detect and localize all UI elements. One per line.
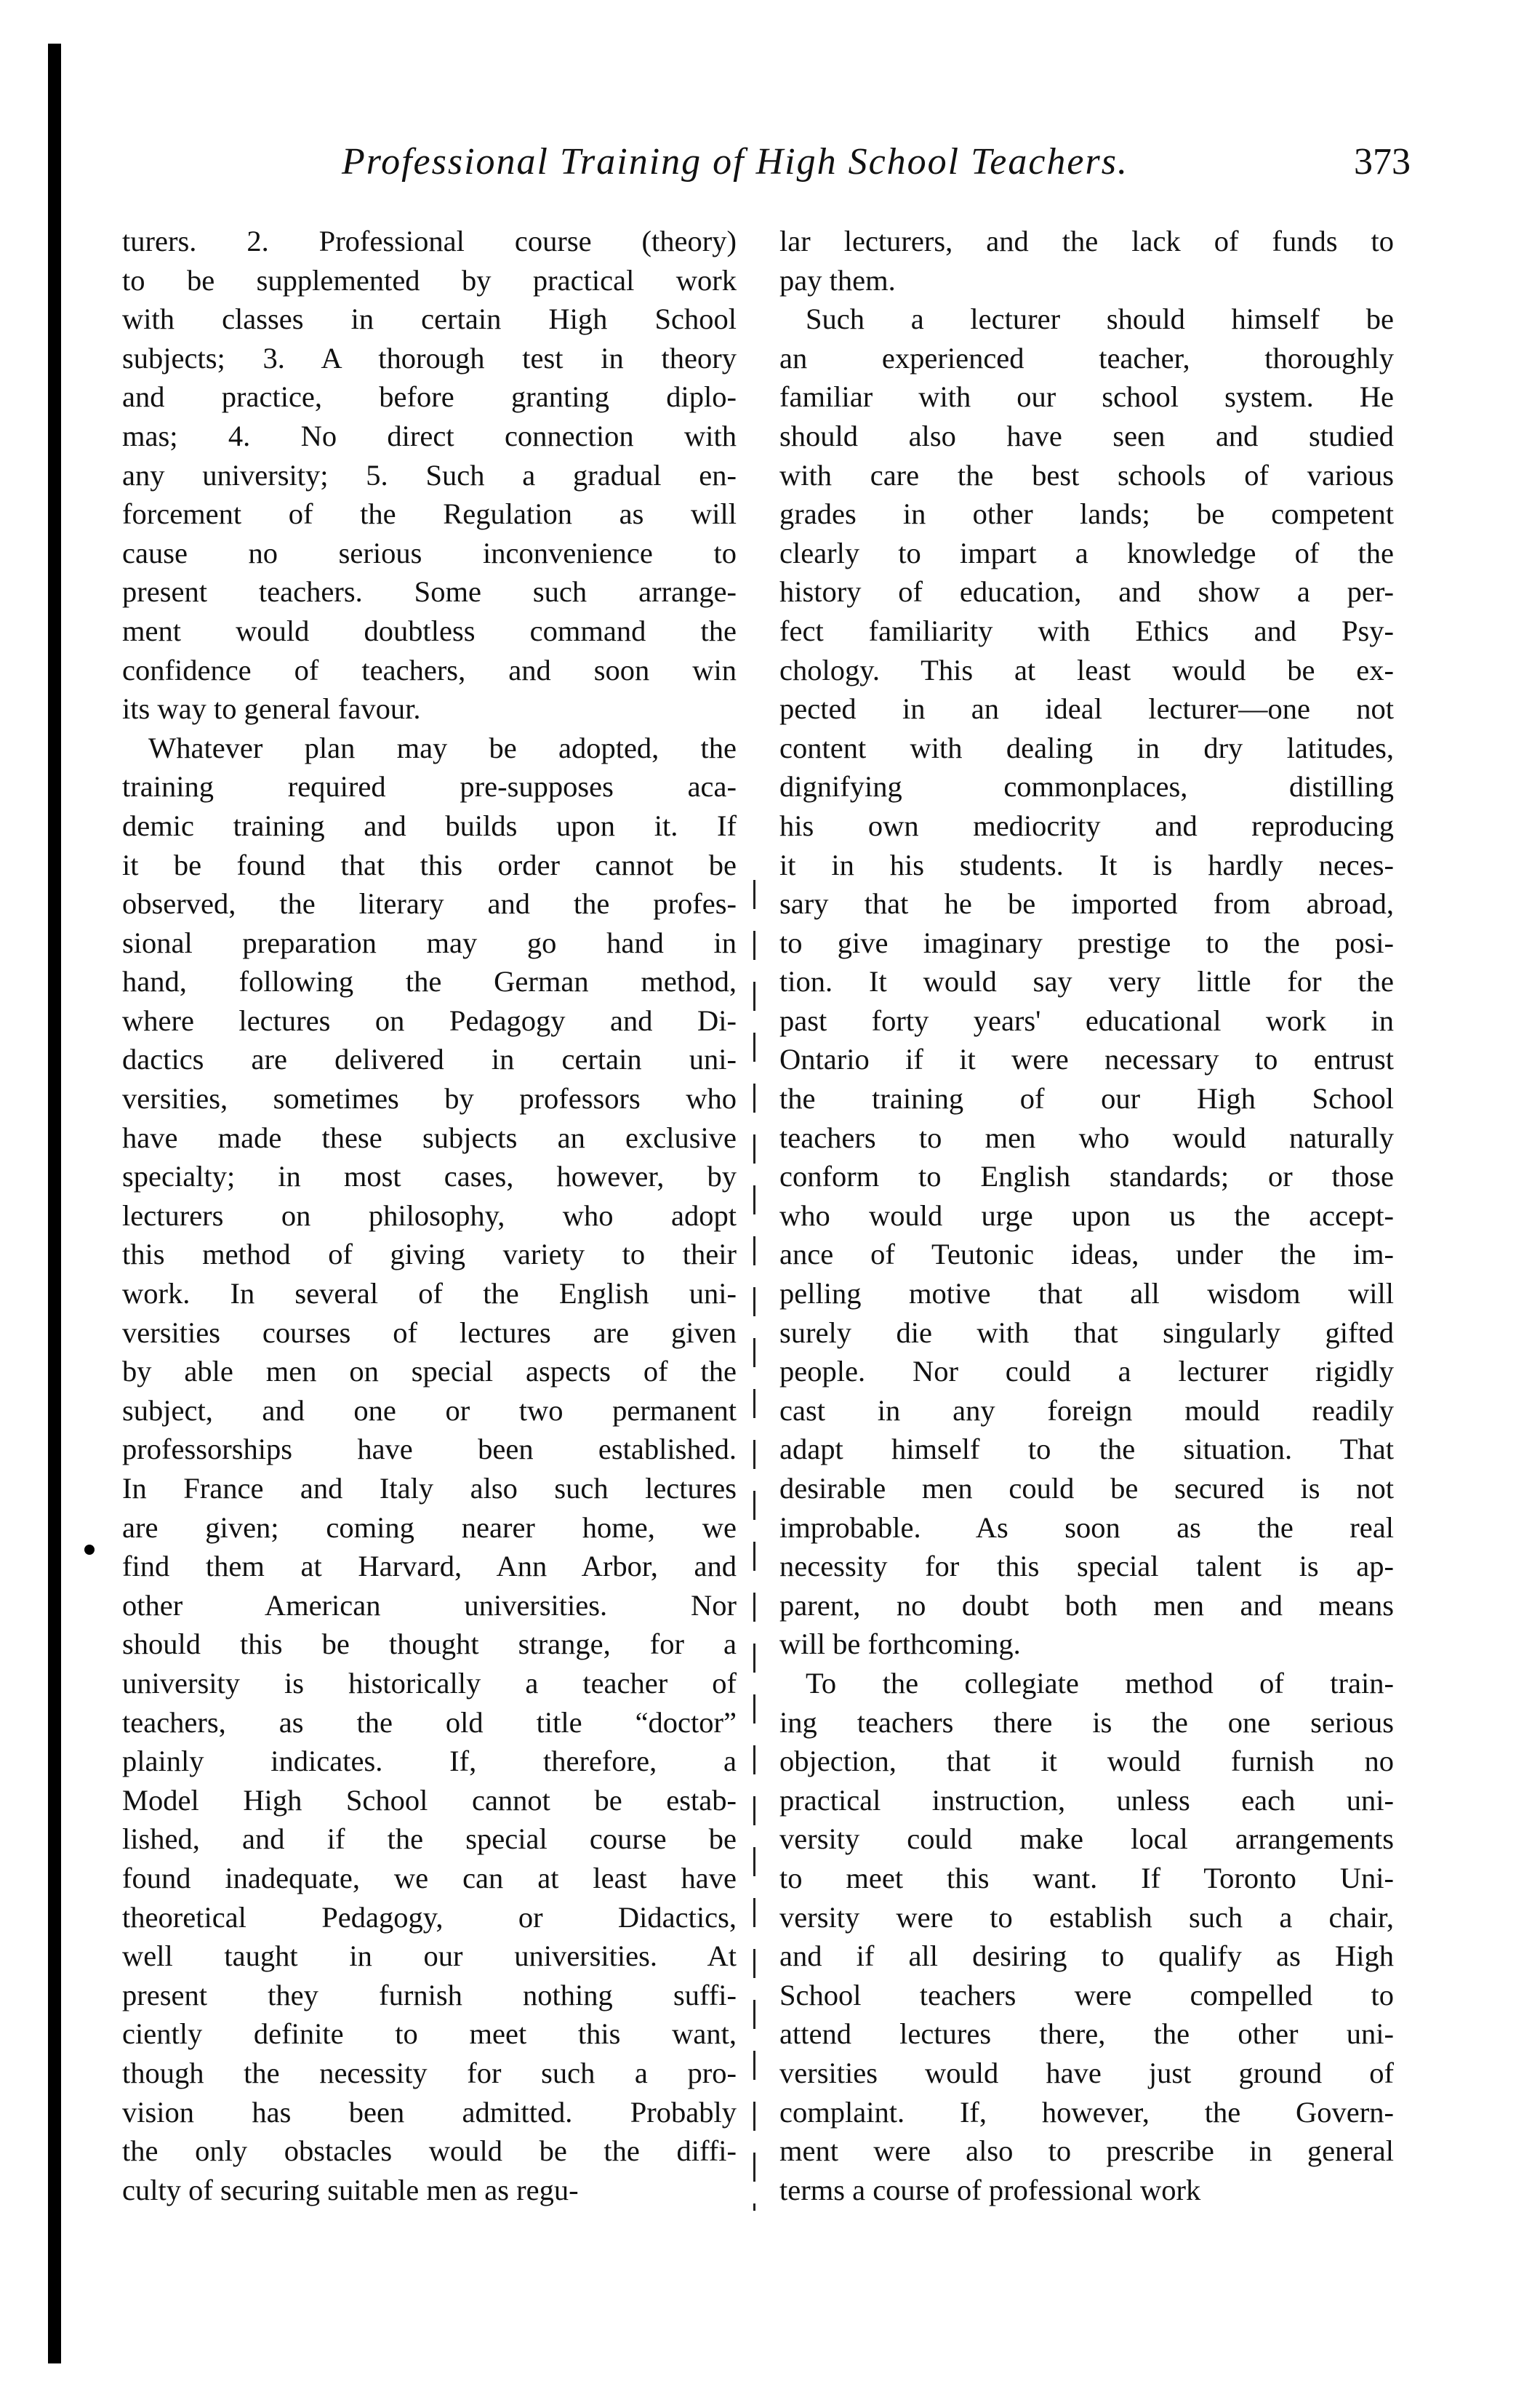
text-line: with care the best schools of various [779,458,1394,492]
running-head [342,135,1411,193]
text-line: Whatever plan may be adopted, the [148,731,737,764]
text-line: though the necessity for such a pro- [122,2056,737,2089]
text-line: find them at Harvard, Ann Arbor, and [122,1550,737,1583]
text-line: pected in an ideal lecturer—one not [779,692,1394,726]
text-line: are given; coming nearer home, we [122,1510,737,1544]
text-line: this method of giving variety to their [122,1238,737,1271]
left-column [122,222,737,2209]
text-line: work. In several of the English uni- [122,1277,737,1310]
text-line: chology. This at least would be ex- [779,653,1394,686]
text-line: to meet this want. If Toronto Uni- [779,1861,1394,1894]
text-line: lished, and if the special course be [122,1822,737,1856]
text-line: terms a course of professional work [779,2173,1201,2206]
right-column [779,222,1394,2209]
text-line: cast in any foreign mould readily [779,1393,1394,1427]
text-line: dactics are delivered in certain uni- [122,1043,737,1076]
text-line: other American universities. Nor [122,1588,737,1622]
text-line: it be found that this order cannot be [122,848,737,881]
running-title: Professional Training of High School Teachers. [342,141,1128,183]
text-line: ance of Teutonic ideas, under the im- [779,1238,1394,1271]
text-line: present they furnish nothing suffi- [122,1978,737,2011]
text-line: grades in other lands; be competent [779,497,1394,531]
text-line: versities, sometimes by professors who [122,1082,737,1116]
text-line: sary that he be imported from abroad, [779,887,1394,921]
text-line: training required pre-supposes aca- [122,770,737,804]
column-rule [753,880,755,2211]
text-line: pay them. [779,263,896,297]
text-line: vision has been admitted. Probably [122,2095,737,2129]
text-line: lecturers on philosophy, who adopt [122,1198,737,1232]
text-line: will be forthcoming. [779,1628,1021,1661]
text-line: versity were to establish such a chair, [779,1900,1394,1934]
text-line: should also have seen and studied [779,419,1394,452]
text-line: culty of securing suitable men as regu- [122,2173,579,2206]
text-line: adapt himself to the situation. That [779,1433,1394,1466]
text-line: the training of our High School [779,1082,1394,1116]
page-number: 373 [1354,141,1411,183]
text-line: complaint. If, however, the Govern- [779,2095,1394,2129]
text-line: to be supplemented by practical work [122,263,737,297]
text-line: where lectures on Pedagogy and Di- [122,1004,737,1037]
text-line: have made these subjects an exclusive [122,1121,737,1154]
text-line: teachers to men who would naturally [779,1121,1394,1154]
binding-edge [48,44,61,2363]
text-line: conform to English standards; or those [779,1160,1394,1193]
text-line: fect familiarity with Ethics and Psy- [779,614,1394,647]
text-line: any university; 5. Such a gradual en- [122,458,737,492]
text-line: objection, that it would furnish no [779,1745,1394,1778]
text-line: well taught in our universities. At [122,1939,737,1973]
text-line: tion. It would say very little for the [779,965,1394,998]
text-line: to give imaginary prestige to the posi- [779,926,1394,959]
text-line: who would urge upon us the accept- [779,1198,1394,1232]
text-line: desirable men could be secured is not [779,1472,1394,1505]
text-line: demic training and builds upon it. If [122,809,737,842]
text-line: ment were also to prescribe in general [779,2134,1394,2168]
text-line: by able men on special aspects of the [122,1355,737,1388]
text-line: dignifying commonplaces, distilling [779,770,1394,804]
text-line: forcement of the Regulation as will [122,497,737,531]
text-line: specialty; in most cases, however, by [122,1160,737,1193]
text-line: ing teachers there is the one serious [779,1705,1394,1739]
text-line: ciently definite to meet this want, [122,2017,737,2051]
text-line: teachers, as the old title “doctor” [122,1705,737,1739]
text-line: observed, the literary and the profes- [122,887,737,921]
text-line: lar lecturers, and the lack of funds to [779,225,1394,257]
text-line: theoretical Pedagogy, or Didactics, [122,1900,737,1934]
text-line: the only obstacles would be the diffi- [122,2134,737,2168]
text-line: his own mediocrity and reproducing [779,809,1394,842]
text-line: practical instruction, unless each uni- [779,1783,1394,1817]
text-line: plainly indicates. If, therefore, a [122,1745,737,1778]
text-line: content with dealing in dry latitudes, [779,731,1394,764]
text-line: In France and Italy also such lectures [122,1472,737,1505]
text-line: found inadequate, we can at least have [122,1861,737,1894]
text-line: and practice, before granting diplo- [122,380,737,414]
text-line: subjects; 3. A thorough test in theory [122,341,737,375]
text-line: professorships have been established. [122,1433,737,1466]
text-line: turers. 2. Professional course (theory) [122,225,737,257]
margin-mark [84,1545,95,1555]
text-line: versities would have just ground of [779,2056,1394,2089]
text-line: Such a lecturer should himself be [806,303,1394,336]
text-line: cause no serious inconvenience to [122,536,737,569]
text-line: improbable. As soon as the real [779,1510,1394,1544]
text-line: history of education, and show a per- [779,575,1394,609]
text-line: surely die with that singularly gifted [779,1316,1394,1349]
text-line: should this be thought strange, for a [122,1628,737,1661]
text-line: university is historically a teacher of [122,1666,737,1700]
text-line: ment would doubtless command the [122,614,737,647]
text-line: pelling motive that all wisdom will [779,1277,1394,1310]
text-line: an experienced teacher, thoroughly [779,341,1394,375]
text-line: with classes in certain High School [122,303,737,336]
text-line: its way to general favour. [122,692,421,726]
text-line: subject, and one or two permanent [122,1393,737,1427]
text-line: sional preparation may go hand in [122,926,737,959]
text-line: versity could make local arrangements [779,1822,1394,1856]
text-line: present teachers. Some such arrange- [122,575,737,609]
text-line: people. Nor could a lecturer rigidly [779,1355,1394,1388]
text-line: parent, no doubt both men and means [779,1588,1394,1622]
text-line: past forty years' educational work in [779,1004,1394,1037]
text-line: Model High School cannot be estab- [122,1783,737,1817]
text-line: clearly to impart a knowledge of the [779,536,1394,569]
text-line: School teachers were compelled to [779,1978,1394,2011]
text-line: familiar with our school system. He [779,380,1394,414]
text-line: attend lectures there, the other uni- [779,2017,1394,2051]
text-line: Ontario if it were necessary to entrust [779,1043,1394,1076]
text-line: hand, following the German method, [122,965,737,998]
text-line: versities courses of lectures are given [122,1316,737,1349]
text-line: necessity for this special talent is ap- [779,1550,1394,1583]
text-line: mas; 4. No direct connection with [122,419,737,452]
text-line: confidence of teachers, and soon win [122,653,737,686]
text-line: it in his students. It is hardly neces- [779,848,1394,881]
text-line: To the collegiate method of train- [806,1666,1394,1700]
text-line: and if all desiring to qualify as High [779,1939,1394,1973]
